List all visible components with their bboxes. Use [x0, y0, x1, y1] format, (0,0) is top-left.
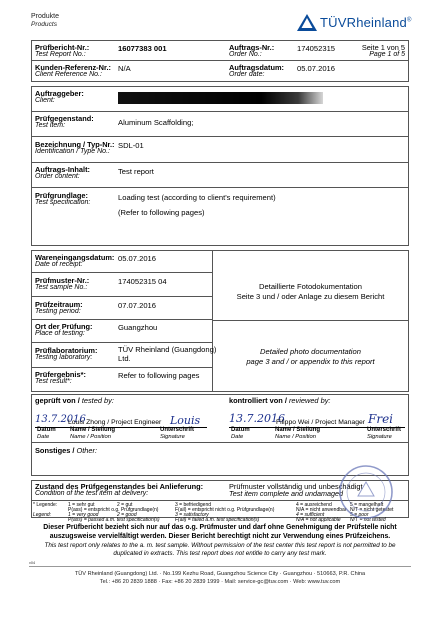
receipt-label-en: Date of receipt: — [35, 261, 83, 268]
period-label-en: Testing period: — [35, 308, 81, 315]
other-heading — [35, 446, 97, 455]
test-spec-line1: Loading test (according to client's requirement) — [118, 193, 276, 202]
header-produkte: Produkte — [31, 13, 60, 20]
disclaimer-en-line2: duplicated in extracts. This test report does not entitle to carry any test mark. — [113, 550, 327, 558]
legend-de2-1: P(ass) = entspricht o.g. Prüfgrundlage(n) — [68, 507, 159, 513]
legend-en-5: 5 = poor — [350, 512, 369, 518]
reviewed-by-name: Filippo Wei / Project Manager — [276, 419, 366, 426]
legend-en2-1: P(ass) = passed a.m. test specification(s) — [68, 517, 160, 523]
client-label: Auftraggeber: — [35, 89, 84, 98]
tested-col-date-en: Date — [37, 434, 50, 440]
lab-line1: TÜV Rheinland (Guangdong) — [118, 345, 217, 354]
page-label: Seite 1 von 5 — [361, 43, 405, 52]
test-item-label-en: Test item: — [35, 122, 66, 129]
tested-col-sig: Unterschrift — [160, 427, 195, 433]
disclaimer-de-line1: Dieser Prüfbericht bezieht sich nur auf das o.g. Prüfmuster und darf ohne Genehmigung der Prüfstelle nicht — [43, 524, 397, 531]
condition-value: Prüfmuster vollständig und unbeschädigt — [229, 482, 363, 491]
legend-en2-3: N/A = not applicable — [296, 517, 341, 523]
disclaimer-de — [31, 524, 409, 541]
photo-doc-de — [212, 282, 409, 302]
result-label-en: Test result*: — [35, 378, 72, 385]
reviewed-col-date: Datum — [231, 427, 250, 433]
report-no-label-en: Test Report No.: — [35, 51, 86, 58]
legend-de-2: 2 = gut — [117, 502, 133, 508]
reviewed-by-signature: Frei — [368, 412, 394, 426]
brand-name — [320, 15, 412, 30]
reviewed-col-name: Name / Stellung — [275, 427, 321, 433]
sample-label-en: Test sample No.: — [35, 284, 88, 291]
disclaimer-de-line2: auszugsweise vervielfältigt werden. Dieser Bericht berechtigt nicht zur Verwendung eines Prüfzeichens. — [49, 532, 391, 540]
sample-label: Prüfmuster-Nr.: — [35, 276, 90, 285]
receipt-label: Wareneingangsdatum: — [35, 253, 115, 262]
legend-de2-2: F(ail) = entspricht nicht o.g. Prüfgrundlage(n) — [175, 507, 275, 513]
identification-label-en: Identification / Type No.: — [35, 148, 110, 155]
order-date-label: Auftragsdatum: — [229, 63, 285, 72]
client-redacted-block — [118, 92, 323, 104]
photo-doc-de-line2: Seite 3 und / oder Anlage zu diesem Bericht — [236, 292, 385, 301]
reviewed-by-date-handwritten: 13.7.2016 — [229, 412, 285, 425]
seal-icon — [338, 464, 394, 520]
test-spec-line2: (Refer to following pages) — [118, 208, 205, 217]
reviewed-col-name-en: Name / Position — [275, 434, 316, 440]
legend-de-1: 1 = sehr gut — [68, 502, 95, 508]
test-spec-label: Prüfgrundlage: — [35, 191, 88, 200]
identification-label: Bezeichnung / Typ-Nr.: — [35, 140, 115, 149]
tuv-logo — [297, 14, 317, 36]
tested-by-signature: Louis — [170, 414, 201, 427]
tested-by-name: Louis Zhong / Project Engineer — [68, 419, 162, 426]
page-label-en: Page 1 of 5 — [369, 51, 405, 58]
form-id: v04 — [29, 561, 36, 565]
condition-value-en: Test item complete and undamaged — [229, 489, 344, 498]
lab-label-en: Testing laboratory: — [35, 354, 93, 361]
photo-doc-en-line2: page 3 and / or appendix to this report — [246, 357, 375, 366]
test-spec-label-en: Test specification: — [35, 199, 91, 206]
tested-col-name: Name / Stellung — [70, 427, 116, 433]
legend-de-5: 5 = mangelhaft — [350, 502, 384, 508]
legend-label: * Legende: — [33, 502, 58, 508]
receipt-value: 05.07.2016 — [118, 254, 157, 263]
client-ref-value: N/A — [118, 64, 131, 73]
reviewed-col-date-en: Date — [231, 434, 244, 440]
report-no-value: 16077383 001 — [118, 44, 167, 53]
legend-de-3: 3 = befriedigend — [175, 502, 212, 508]
footer — [24, 570, 416, 586]
result-value: Refer to following pages — [118, 371, 200, 380]
disclaimer-en-line1: This test report only relates to the a. m. test sample. Without permission of the test center this test report is not permitted to be — [44, 542, 396, 549]
place-label: Ort der Prüfung: — [35, 322, 93, 331]
tested-col-sig-en: Signature — [160, 434, 185, 440]
legend-de-4: 4 = ausreichend — [296, 502, 332, 508]
report-no-label: Prüfbericht-Nr.: — [35, 43, 90, 52]
reviewed-col-sig: Unterschrift — [367, 427, 402, 433]
legend-de2-4: N/T = nicht getestet — [350, 507, 394, 513]
footer-contact: Tel.: +86 20 2839 1888 · Fax: +86 20 2839 1999 · Mail: service-gc@tuv.com · Web: www.tuv.com — [99, 579, 341, 585]
legend-de2-3: N/A = nicht anwendbar — [296, 507, 347, 513]
order-content-value: Test report — [118, 167, 154, 176]
tested-by-label: geprüft von / — [35, 396, 80, 405]
registered-mark: ® — [406, 17, 412, 24]
tested-by-date-handwritten: 13.7.2016 — [35, 414, 86, 425]
period-value: 07.07.2016 — [118, 301, 157, 310]
condition-label-en: Condition of the test item at delivery: — [35, 490, 149, 497]
identification-value: SDL-01 — [118, 141, 144, 150]
condition-label: Zustand des Prüfgegenstandes bei Anlieferung: — [35, 482, 204, 491]
period-label: Prüfzeitraum: — [35, 300, 83, 309]
lab-label: Prüflaboratorium: — [35, 346, 98, 355]
place-label-en: Place of testing: — [35, 330, 85, 337]
tested-col-name-en: Name / Position — [70, 434, 111, 440]
legend-en2-4: N/T = not tested — [350, 517, 386, 523]
tested-by-label-en: tested by: — [81, 396, 114, 405]
lab-line2: Ltd. — [118, 354, 131, 363]
order-no-label-en: Order No.: — [229, 51, 262, 58]
client-ref-label: Kunden-Referenz-Nr.: — [35, 63, 111, 72]
header-products: Products — [31, 21, 58, 28]
order-date-label-en: Order date: — [229, 71, 265, 78]
tested-col-date: Datum — [37, 427, 56, 433]
photo-doc-de-line1: Detaillierte Fotodokumentation — [259, 282, 362, 291]
legend-en-3: 3 = satisfactory — [175, 512, 209, 518]
client-label-en: Client: — [35, 97, 55, 104]
order-no-value: 174052315 — [297, 44, 336, 53]
order-date-value: 05.07.2016 — [297, 64, 336, 73]
result-label: Prüfergebnis*: — [35, 370, 86, 379]
legend-en-1: 1 = very good — [68, 512, 99, 518]
brand-text: TÜVRheinland — [320, 15, 407, 30]
reviewed-by-label-en: reviewed by: — [288, 396, 331, 405]
other-label: Sonstiges / — [35, 446, 75, 455]
reviewed-by-label: kontrolliert von / — [229, 396, 287, 405]
photo-doc-en — [212, 347, 409, 367]
photo-doc-en-line1: Detailed photo documentation — [260, 347, 361, 356]
legend-label-en: Legend: — [33, 512, 52, 518]
sample-value: 174052315 04 — [118, 277, 167, 286]
reviewed-col-sig-en: Signature — [367, 434, 392, 440]
reviewed-by-heading — [229, 396, 330, 405]
order-content-label-en: Order content: — [35, 173, 80, 180]
test-item-value: Aluminum Scaffolding; — [118, 118, 194, 127]
order-no-label: Auftrags-Nr.: — [229, 43, 275, 52]
legend-en-4: 4 = sufficient — [296, 512, 325, 518]
client-ref-label-en: Client Reference No.: — [35, 71, 102, 78]
tested-by-heading — [35, 396, 114, 405]
tuv-triangle-icon — [297, 14, 317, 31]
footer-address: TÜV Rheinland (Guangdong) Ltd. · No.199 Kezhu Road, Guangzhou Science City · Guangzhou · 510663, P.R. China — [74, 571, 366, 577]
test-item-label: Prüfgegenstand: — [35, 114, 94, 123]
order-content-label: Auftrags-Inhalt: — [35, 165, 91, 174]
company-seal-stamp — [338, 464, 394, 525]
disclaimer-en — [26, 542, 414, 559]
legend-en2-2: F(ail) = failed a.m. test specification(s) — [175, 517, 260, 523]
legend-en-2: 2 = good — [117, 512, 137, 518]
place-value: Guangzhou — [118, 323, 158, 332]
other-label-en: Other: — [76, 446, 98, 455]
